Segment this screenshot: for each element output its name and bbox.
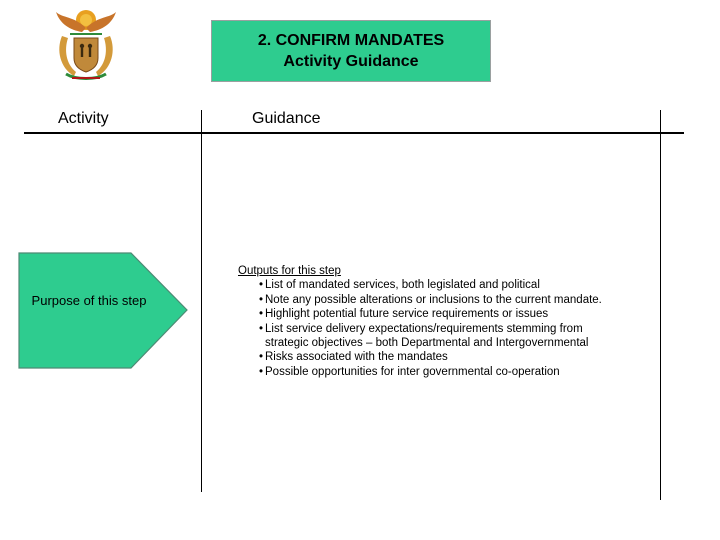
activity-step-label: Purpose of this step [31,293,147,308]
title-line-1: 2. CONFIRM MANDATES [257,32,445,49]
title-line-2: Activity Guidance [283,53,419,70]
list-item-text: Highlight potential future service requirements or issues [265,308,549,321]
list-item [259,307,602,321]
list-item [259,293,602,307]
outputs-heading: Outputs for this step [238,265,341,277]
list-item-text: Risks associated with the mandates [265,351,448,364]
list-item [259,365,602,379]
list-item-text: Note any possible alterations or inclusions to the current mandate. [265,293,602,306]
list-item-text: Possible opportunities for inter governmental co-operation [265,365,560,378]
column-divider-right [660,110,661,500]
activity-column-header: Activity [58,110,109,127]
outputs-list [238,278,602,379]
list-item [259,350,602,364]
column-divider-left [201,110,202,492]
list-item [259,322,602,351]
guidance-column-header: Guidance [252,110,321,127]
coat-of-arms-icon [52,6,120,82]
list-item-text: List service delivery expectations/requirements stemming from [265,322,583,335]
page-title [211,20,491,82]
header-divider [24,132,684,134]
activity-step-shape [18,252,188,369]
list-item-text: List of mandated services, both legislated and political [265,279,540,292]
list-item [259,278,602,292]
outputs-section [238,264,602,379]
list-item-continuation: strategic objectives – both Departmental and Intergovernmental [265,337,589,350]
